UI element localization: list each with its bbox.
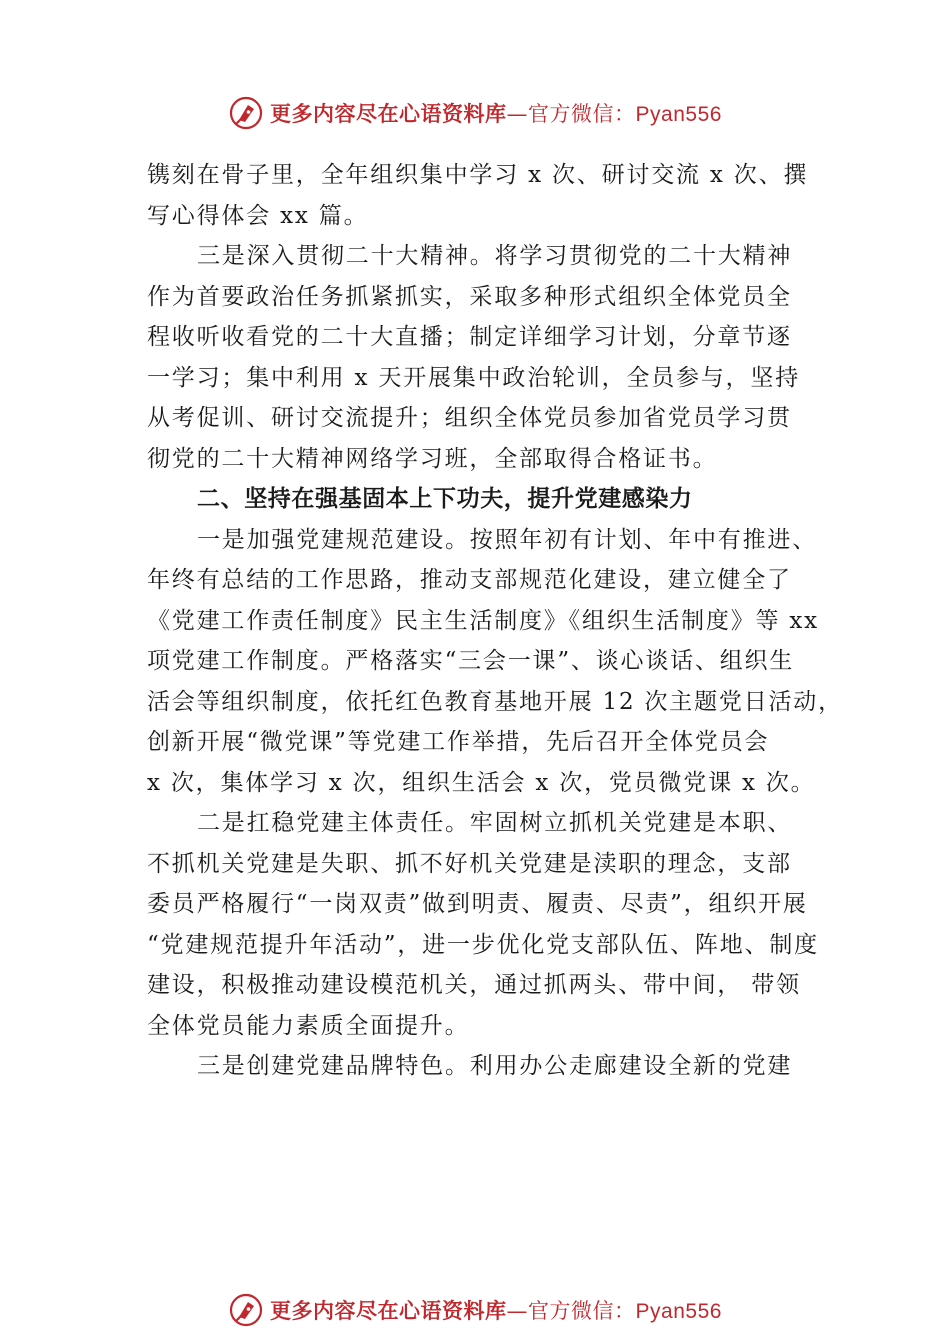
text-line: x 次，集体学习 x 次，组织生活会 x 次，党员微党课 x 次。: [147, 769, 816, 796]
text-line: 一学习；集中利用 x 天开展集中政治轮训，全员参与，坚持: [147, 364, 800, 391]
section-heading: 二、坚持在强基固本上下功夫，提升党建感染力: [197, 486, 693, 512]
text-line: “党建规范提升年活动”，进一步优化党支部队伍、阵地、制度: [147, 931, 819, 958]
footer-banner: [0, 1290, 950, 1330]
text-line: 不抓机关党建是失职、抓不好机关党建是渎职的理念，支部: [147, 850, 792, 877]
text-line: 全体党员能力素质全面提升。: [147, 1012, 470, 1039]
paragraph-start: 一是加强党建规范建设。按照年初有计划、年中有推进、: [197, 526, 817, 553]
header-wechat-label: 官方微信：: [528, 102, 636, 126]
footer-wechat-id: Pyan556: [635, 1300, 722, 1323]
text-line: 项党建工作制度。严格落实“三会一课”、谈心谈话、组织生: [147, 648, 795, 674]
document-body: [147, 155, 843, 1087]
header-brand-text: 更多内容尽在心语资料库: [270, 101, 507, 126]
paragraph-start: 三是创建党建品牌特色。利用办公走廊建设全新的党建: [197, 1053, 793, 1079]
text-line: 程收听收看党的二十大直播；制定详细学习计划，分章节逐: [147, 324, 792, 350]
footer-wechat-label: 官方微信：: [528, 1299, 636, 1323]
text-line: 《党建工作责任制度》民主生活制度》《组织生活制度》等 xx: [147, 607, 819, 634]
text-line: 创新开展“微党课”等党建工作举措，先后召开全体党员会: [147, 729, 770, 755]
header-banner: [0, 93, 950, 133]
text-line: 写心得体会 xx 篇。: [147, 202, 369, 229]
footer-brand-text: 更多内容尽在心语资料库: [270, 1298, 507, 1323]
text-line: 作为首要政治任务抓紧抓实，采取多种形式组织全体党员全: [147, 283, 792, 310]
text-line: 从考促训、研讨交流提升；组织全体党员参加省党员学习贯: [147, 405, 792, 431]
paragraph-start: 二是扛稳党建主体责任。牢固树立抓机关党建是本职、: [197, 810, 793, 836]
header-banner-text: [270, 98, 722, 128]
pen-nib-logo-icon: [228, 95, 264, 131]
pen-nib-logo-icon: [228, 1292, 264, 1328]
text-line: 委员严格履行“一岗双责”做到明责、履责、尽责”，组织开展: [147, 891, 808, 917]
text-line: 活会等组织制度，依托红色教育基地开展 12 次主题党日活动，: [147, 688, 843, 715]
paragraph-start: 三是深入贯彻二十大精神。将学习贯彻党的二十大精神: [197, 243, 793, 269]
text-line: 年终有总结的工作思路，推动支部规范化建设，建立健全了: [147, 567, 792, 593]
header-separator: —: [506, 102, 529, 126]
footer-banner-text: [270, 1295, 722, 1325]
text-line: 镌刻在骨子里，全年组织集中学习 x 次、研讨交流 x 次、撰: [147, 162, 809, 188]
footer-separator: —: [506, 1299, 529, 1323]
header-wechat-id: Pyan556: [635, 103, 722, 126]
text-line: 建设，积极推动建设模范机关，通过抓两头、带中间， 带领: [147, 972, 801, 998]
text-line: 彻党的二十大精神网络学习班，全部取得合格证书。: [147, 445, 718, 472]
